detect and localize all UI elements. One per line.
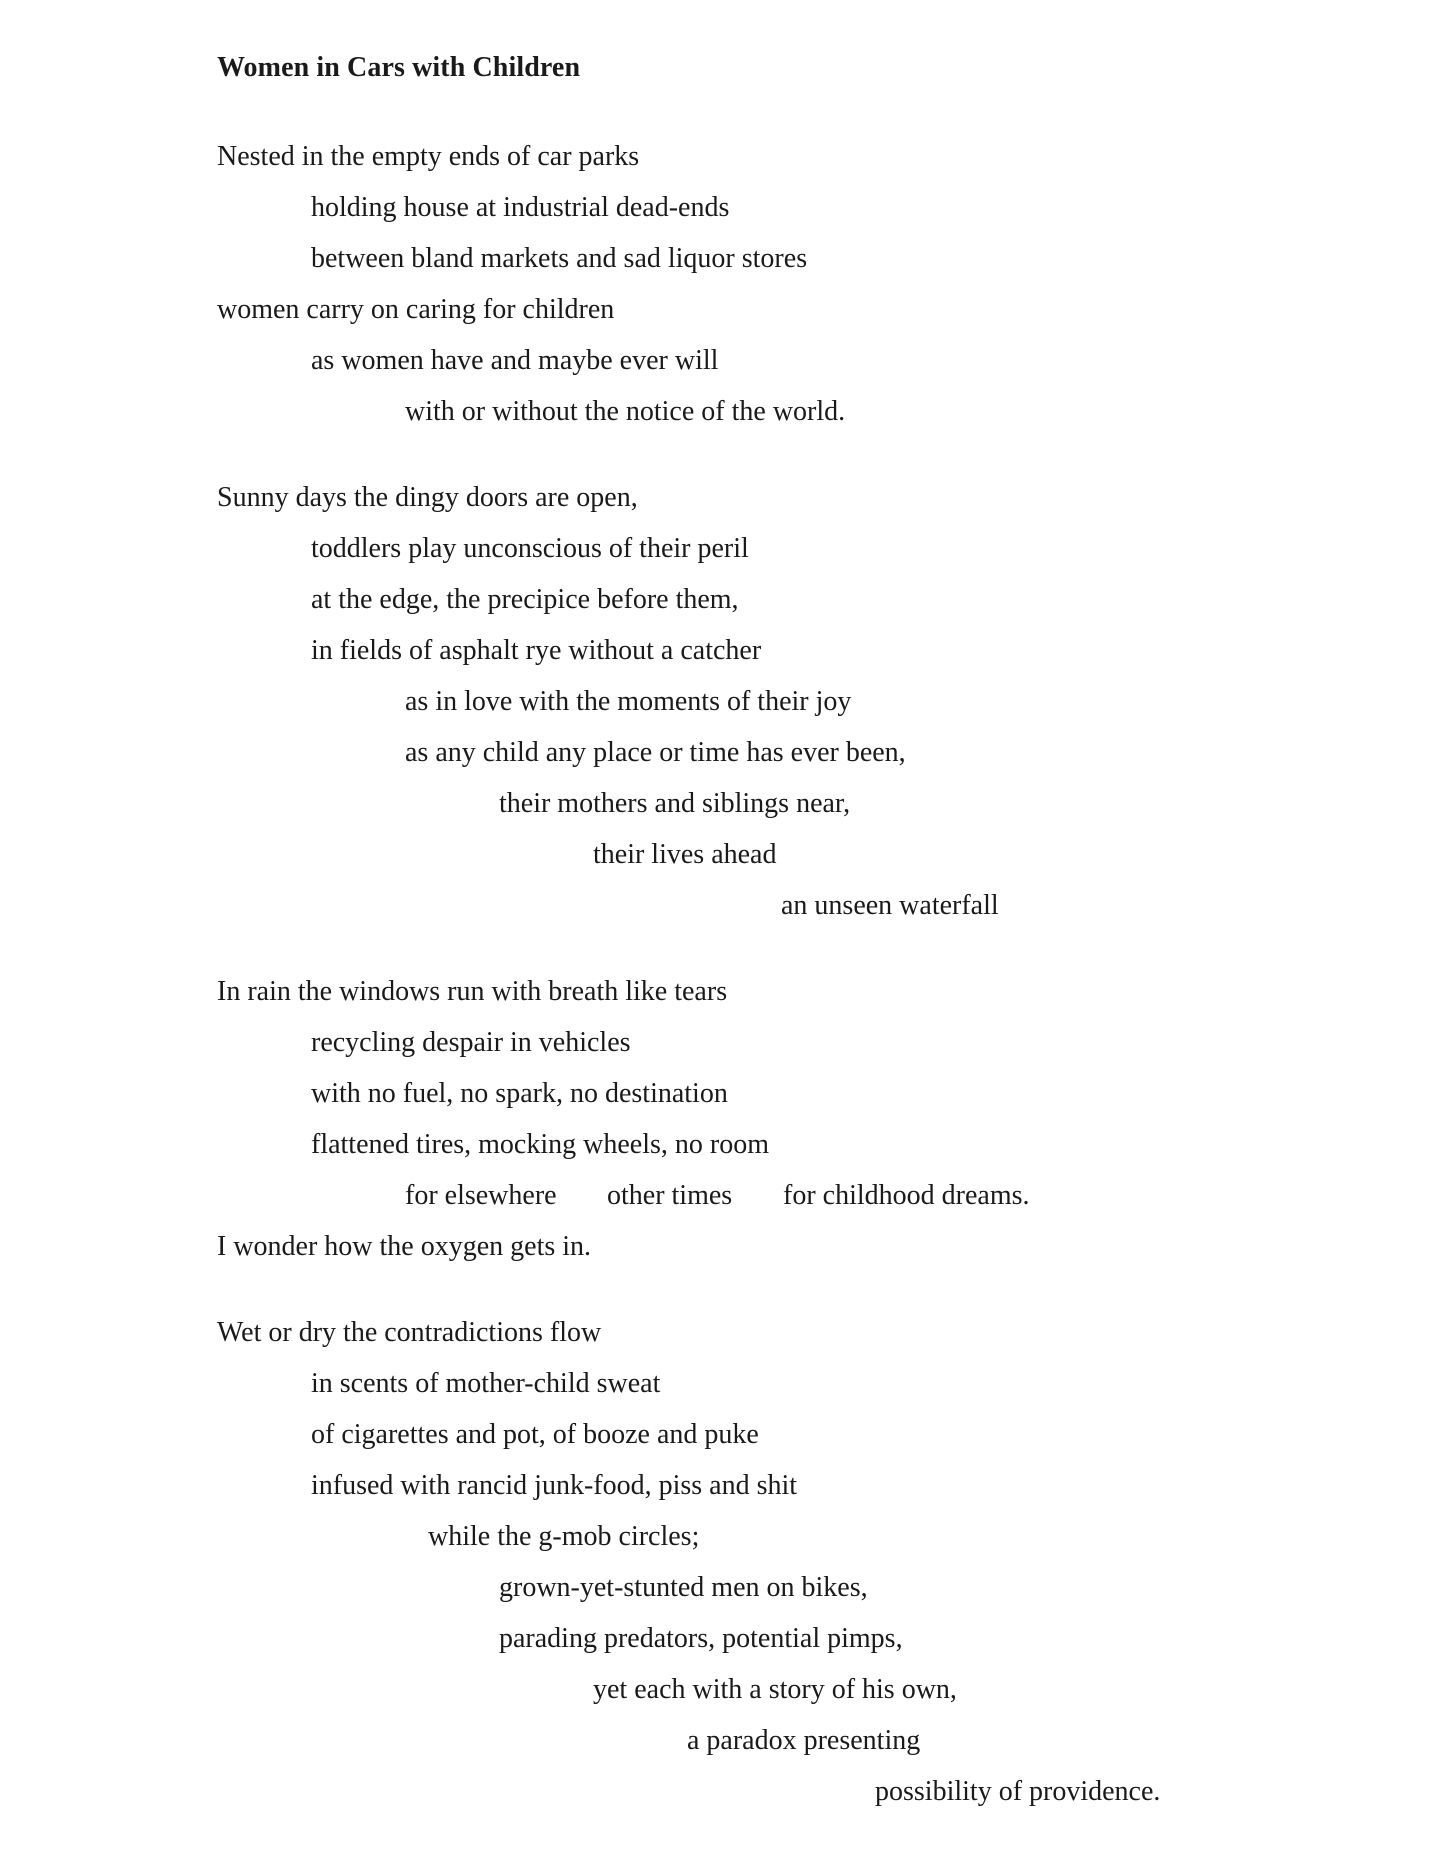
poem-line: grown-yet-stunted men on bikes, — [499, 1572, 868, 1603]
poem-line: Wet or dry the contradictions flow — [217, 1317, 602, 1348]
poem-line: infused with rancid junk-food, piss and shit — [311, 1470, 798, 1501]
poem-line: a paradox presenting — [687, 1725, 921, 1756]
poem-line: at the edge, the precipice before them, — [311, 584, 739, 615]
poem-line: Nested in the empty ends of car parks — [217, 141, 640, 172]
poem-line-fragment: other times — [607, 1180, 733, 1211]
poem-line: holding house at industrial dead-ends — [311, 192, 730, 223]
poem-line-fragment: for childhood dreams. — [783, 1180, 1030, 1211]
poem-line: recycling despair in vehicles — [311, 1027, 631, 1058]
poem-line: I wonder how the oxygen gets in. — [217, 1231, 592, 1262]
poem-line: of cigarettes and pot, of booze and puke — [311, 1419, 759, 1450]
poem-line: flattened tires, mocking wheels, no room — [311, 1129, 769, 1160]
poem-line: parading predators, potential pimps, — [499, 1623, 903, 1654]
poem-title: Women in Cars with Children — [217, 52, 581, 83]
poem-line: while the g-mob circles; — [428, 1521, 700, 1552]
poem-line: as in love with the moments of their joy — [405, 686, 852, 717]
poem-line: in fields of asphalt rye without a catcher — [311, 635, 762, 666]
poem-line: women carry on caring for children — [217, 294, 615, 325]
poem-line: In rain the windows run with breath like tears — [217, 976, 728, 1007]
poem-line: in scents of mother-child sweat — [311, 1368, 661, 1399]
poem-line: as any child any place or time has ever been, — [405, 737, 906, 768]
poem-line: between bland markets and sad liquor stores — [311, 243, 808, 274]
poem-line: as women have and maybe ever will — [311, 345, 719, 376]
poem-line: with or without the notice of the world. — [405, 396, 846, 427]
poem-line: an unseen waterfall — [781, 890, 999, 921]
poem-line: their mothers and siblings near, — [499, 788, 851, 819]
poem-line: yet each with a story of his own, — [593, 1674, 957, 1705]
poem-line: their lives ahead — [593, 839, 777, 870]
poem-line-fragment: for elsewhere — [405, 1180, 557, 1211]
poem-line: toddlers play unconscious of their peril — [311, 533, 749, 564]
poem-line: Sunny days the dingy doors are open, — [217, 482, 638, 513]
poem-line: with no fuel, no spark, no destination — [311, 1078, 728, 1109]
poem-line: possibility of providence. — [875, 1776, 1161, 1807]
